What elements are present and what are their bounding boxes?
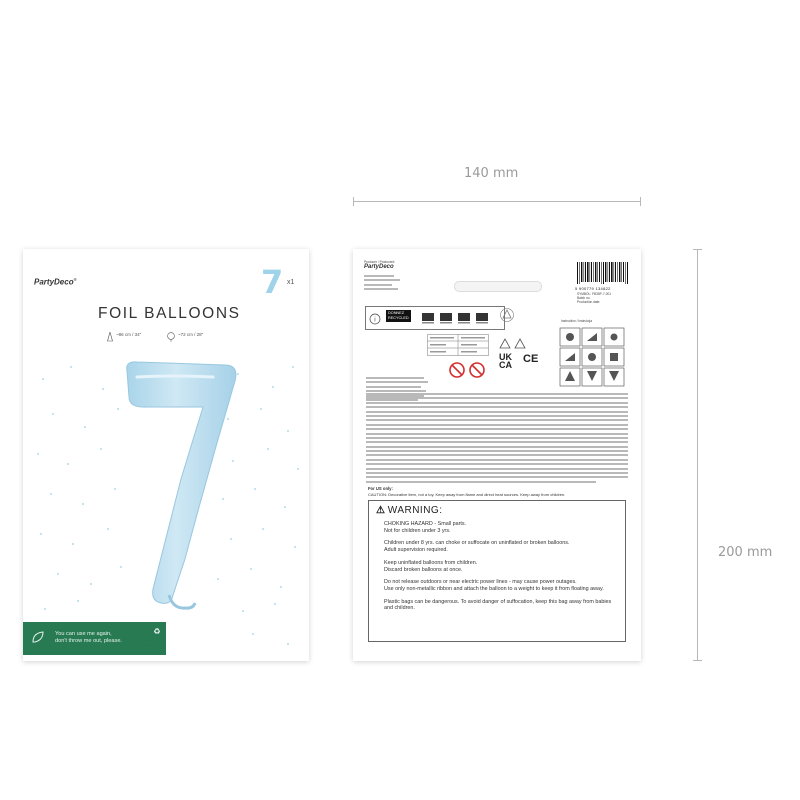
warning-title: WARNING: bbox=[387, 505, 443, 516]
eco-message-line-1: You can use me again, bbox=[55, 631, 112, 637]
height-dimension-tick-top bbox=[693, 249, 702, 250]
height-dimension-tick-bottom bbox=[693, 660, 702, 661]
warning-line-9: Plastic bags can be dangerous. To avoid danger of suffocation, keep this bag away from babies and children. bbox=[384, 598, 612, 612]
recycle-triangle-icon bbox=[499, 307, 515, 328]
warning-line-3: Children under 8 yrs. can choke or suffocate on uninflated or broken balloons. bbox=[384, 540, 570, 547]
batch-label: Batch no. bbox=[577, 296, 591, 300]
uninflated-size-icon bbox=[107, 329, 113, 347]
product-title: FOIL BALLOONS bbox=[98, 305, 241, 322]
number-seven-balloon bbox=[113, 359, 243, 619]
warning-line-1: CHOKING HAZARD - Small parts. bbox=[384, 521, 467, 527]
ukca-mark-ca: CA bbox=[499, 360, 512, 370]
hang-hole bbox=[454, 281, 542, 292]
warning-line-8: Use only non-metallic ribbon and attach the balloon to a weight to keep it from floating away. bbox=[384, 585, 604, 592]
warning-line-4: Adult supervision required. bbox=[384, 547, 448, 554]
production-date-label: Production date: bbox=[577, 300, 601, 304]
width-dimension-line bbox=[353, 201, 641, 202]
height-dimension-label: 200 mm bbox=[718, 545, 773, 560]
warning-triangle-icon: ⚠ bbox=[376, 505, 385, 516]
width-dimension-tick-left bbox=[353, 197, 354, 206]
eco-message-text bbox=[55, 631, 122, 645]
svg-text:i: i bbox=[374, 316, 376, 324]
quantity-label: x1 bbox=[287, 279, 295, 286]
height-dimension-line bbox=[697, 249, 698, 661]
back-packaging-card bbox=[353, 249, 641, 661]
brand-mark: ® bbox=[73, 277, 77, 282]
front-packaging-card bbox=[23, 249, 309, 661]
compliance-marks bbox=[499, 353, 543, 369]
warning-line-7: Do not release outdoors or near electric power lines - may cause power outages. bbox=[384, 579, 577, 586]
eco-message-line-2: don't throw me out, please. bbox=[55, 638, 122, 644]
warning-line-5: Keep uninflated balloons from children. bbox=[384, 559, 478, 566]
instruction-pictograms bbox=[559, 327, 625, 387]
ukca-mark-uk: UK bbox=[499, 352, 512, 362]
recycling-info-icon bbox=[369, 312, 381, 330]
brand-name: PartyDeco bbox=[34, 277, 74, 287]
donnez-text: DONNEZ bbox=[388, 311, 405, 315]
width-dimension-label: 140 mm bbox=[464, 166, 519, 181]
ce-mark: CE bbox=[523, 353, 539, 365]
barcode bbox=[577, 262, 629, 286]
instruction-label: Instruction / Instrukcja bbox=[561, 319, 593, 323]
producer-label: Producer / Producent: bbox=[364, 260, 396, 264]
sorting-pictograms bbox=[420, 311, 500, 330]
eco-message-bar bbox=[23, 622, 166, 655]
us-only-label: For US only: bbox=[368, 486, 393, 491]
recycled-text: RECYCLED bbox=[388, 316, 409, 320]
warning-header bbox=[376, 505, 443, 516]
warning-line-2: Not for children under 3 yrs. bbox=[384, 527, 451, 534]
number-badge: 7 bbox=[261, 263, 284, 301]
recyclable-caption: RECYCLABLE bbox=[141, 643, 161, 647]
multilingual-instructions-text bbox=[366, 393, 628, 485]
warning-line-6: Discard broken balloons at once. bbox=[384, 566, 463, 573]
inflated-size-text: ~72 cm / 28" bbox=[178, 332, 204, 337]
producer-address bbox=[364, 275, 404, 293]
symbol-label: SYMBOL: FB35P-7-001 bbox=[577, 292, 612, 296]
caution-text: CAUTION: Decorative item, not a toy. Keep away from flame and direct heat sources. Keep away from children. bbox=[368, 492, 566, 497]
inflated-size-icon bbox=[167, 329, 175, 347]
size-info bbox=[107, 329, 227, 341]
eco-leaf-icon bbox=[31, 630, 45, 647]
warning-body bbox=[384, 521, 618, 612]
barcode-number: 5 900779 134822 bbox=[575, 286, 611, 291]
back-brand-logo: PartyDeco bbox=[364, 264, 394, 270]
recycle-bin-icon: ♻ bbox=[150, 625, 164, 639]
width-dimension-tick-right bbox=[640, 197, 641, 206]
warning-box bbox=[368, 500, 626, 642]
donnez-label bbox=[386, 310, 411, 322]
brand-logo bbox=[34, 277, 77, 287]
materials-table bbox=[427, 334, 489, 356]
recycling-label-box bbox=[365, 306, 505, 330]
uninflated-size-text: ~86 cm / 34" bbox=[116, 332, 142, 337]
